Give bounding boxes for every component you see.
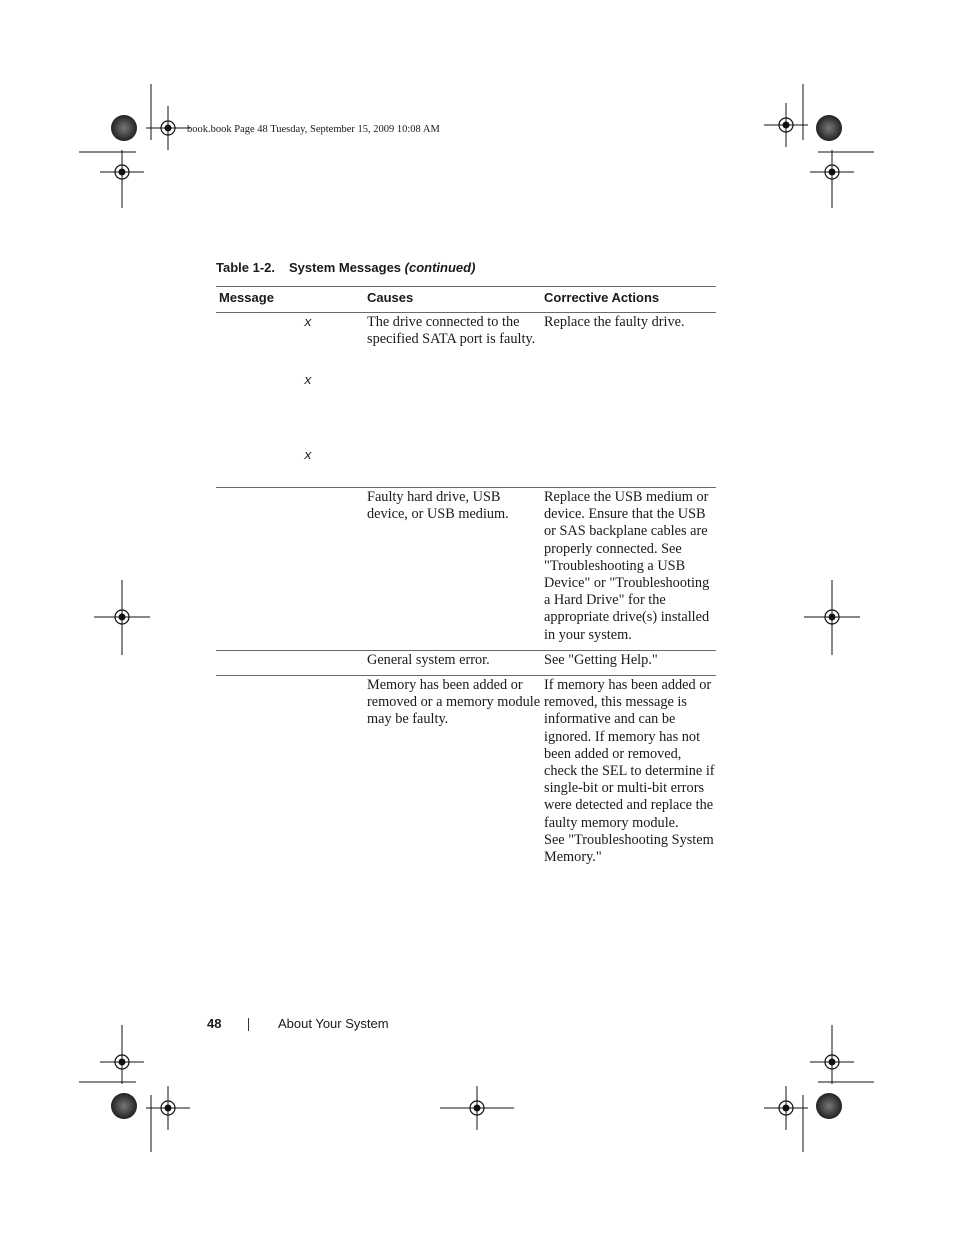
cause-cell: The drive connected to the specified SATA port is faulty. <box>367 314 536 348</box>
column-header-message: Message <box>219 290 274 305</box>
cause-cell: Faulty hard drive, USB device, or USB medium. <box>367 489 509 523</box>
cause-cell: General system error. <box>367 652 490 668</box>
page-number: 48 <box>207 1016 222 1031</box>
action-cell <box>544 677 716 866</box>
action-text-see-also: See "Troubleshooting System Memory." <box>544 831 714 866</box>
registration-mark <box>146 106 190 150</box>
system-messages-table <box>216 286 716 888</box>
action-cell: Replace the faulty drive. <box>544 314 685 330</box>
registration-mark <box>764 1086 808 1130</box>
table-row <box>216 487 716 650</box>
footer-section-title: About Your System <box>278 1016 389 1031</box>
crop-lines-top-left <box>79 84 151 208</box>
crop-lines-bottom-left <box>79 1025 151 1152</box>
column-header-causes: Causes <box>367 290 414 305</box>
table-caption-label: Table 1-2. <box>216 260 276 275</box>
print-slug-line: book.book Page 48 Tuesday, September 15, 2009 10:08 AM <box>187 124 440 135</box>
registration-mark <box>146 1086 190 1130</box>
variable-x-mark: x <box>304 315 312 330</box>
variable-x-mark: x <box>304 373 312 388</box>
color-target-top-left <box>111 115 137 141</box>
color-target-bottom-left <box>111 1093 137 1119</box>
table-header-row <box>216 286 716 312</box>
table-caption <box>216 260 475 275</box>
registration-mark <box>764 103 808 147</box>
column-header-actions: Corrective Actions <box>544 290 660 305</box>
cause-cell: Memory has been added or removed or a memory module may be faulty. <box>367 677 541 728</box>
table-caption-title: System Messages <box>289 260 402 275</box>
color-target-bottom-right <box>816 1093 842 1119</box>
table-row <box>216 312 716 487</box>
crop-lines-top-right <box>803 84 874 208</box>
crop-lines-bottom-right <box>803 1025 874 1152</box>
registration-mark <box>810 150 854 194</box>
table-caption-continued: (continued) <box>404 260 476 275</box>
registration-mark <box>100 1040 144 1084</box>
table-row <box>216 675 716 888</box>
action-cell: Replace the USB medium or device. Ensure that the USB or SAS backplane cables are properly connected. See "Troubleshooting a USB Device" or "Troubleshooting a Hard Drive" for the appropriate drive(s) installed in your system. <box>544 489 710 643</box>
table-row <box>216 650 716 675</box>
footer-separator <box>248 1018 249 1031</box>
color-target-top-right <box>816 115 842 141</box>
registration-mark <box>810 1040 854 1084</box>
action-cell: See "Getting Help." <box>544 652 658 668</box>
action-text: If memory has been added or removed, this message is informative and can be ignored. If memory has not been added or removed, check the SEL to determine if single-bit or multi-bit errors were detected and replace the faulty memory module. <box>544 677 715 831</box>
variable-x-mark: x <box>304 448 312 463</box>
registration-mark <box>100 150 144 194</box>
